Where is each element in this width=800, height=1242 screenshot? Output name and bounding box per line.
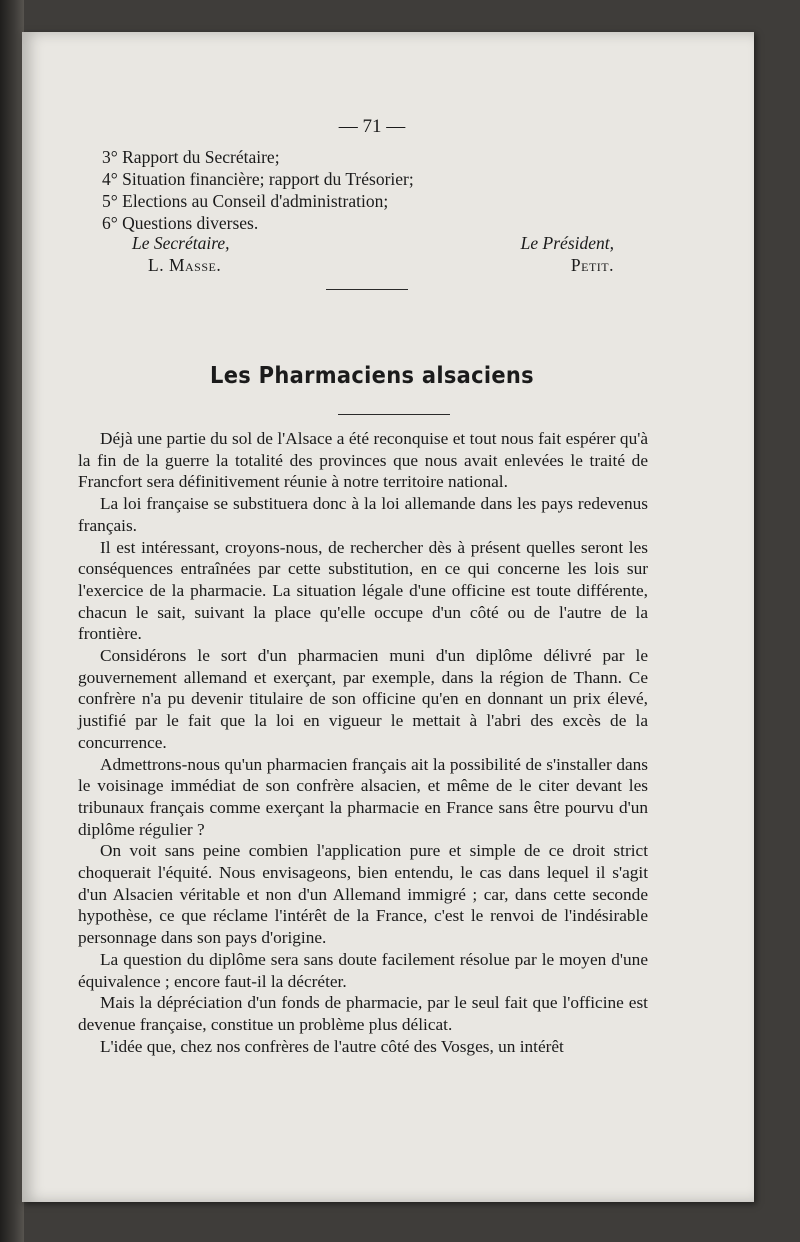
president-role: Le Président, [520, 233, 614, 253]
section-divider [326, 289, 408, 290]
book-page [22, 32, 754, 1202]
paragraph: Considérons le sort d'un pharmacien muni d'un diplôme délivré par le gouvernement allemand et exerçant, par exemple, dans la région de Thann. Ce confrère n'a pu devenir titulaire de son officine qu'en en donnant un prix élevé, justifié par le fait que la loi en vigueur le mettait à l'abri des excès de la concurrence. [78, 646, 648, 752]
title-underline [338, 414, 450, 415]
signature-block [22, 232, 754, 282]
paragraph: La loi française se substituera donc à la loi allemande dans les pays redevenus français. [78, 494, 648, 535]
president-signature [521, 232, 614, 276]
paragraph: Déjà une partie du sol de l'Alsace a été reconquise et tout nous fait espérer qu'à la fin de la guerre la totalité des provinces que nous avait enlevées le traité de Francfort sera définitivement réunie à notre territoire national. [78, 429, 648, 492]
agenda-item: 6° Questions diverses. [102, 213, 259, 233]
article-body [78, 428, 648, 1057]
president-name: Petit. [570, 255, 614, 275]
paragraph: Admettrons-nous qu'un pharmacien français ait la possibilité de s'installer dans le voisinage immédiat de son confrère alsacien, et même de le citer devant les tribunaux français comme exerçant la pharmacie en France sans être pourvu d'un diplôme régulier ? [78, 754, 648, 839]
secretary-signature [132, 232, 230, 276]
paragraph: L'idée que, chez nos confrères de l'autre côté des Vosges, un intérêt [100, 1036, 564, 1056]
agenda-item: 3° Rapport du Secrétaire; [102, 147, 280, 167]
secretary-name: L. Masse. [148, 255, 222, 275]
paragraph: La question du diplôme sera sans doute facilement résolue par le moyen d'une équivalence ; encore faut-il la décréter. [78, 949, 648, 991]
paragraph: On voit sans peine combien l'application pure et simple de ce droit strict choquerait l'équité. Nous envisageons, bien entendu, le cas dans lequel il s'agit d'un Alsacien véritable et non d'un Allemand immigré ; car, dans cette seconde hypothèse, ce que réclame l'intérêt de la France, c'est le renvoi de l'indésirable personnage dans son pays d'origine. [78, 841, 648, 948]
paragraph: Mais la dépréciation d'un fonds de pharmacie, par le seul fait que l'officine est devenue française, constitue un problème plus délicat. [78, 993, 648, 1034]
secretary-role: Le Secrétaire, [132, 233, 230, 253]
agenda-item: 5° Elections au Conseil d'administration; [102, 191, 389, 211]
book-binding [0, 0, 24, 1242]
agenda-item: 4° Situation financière; rapport du Trésorier; [102, 169, 414, 189]
page-number: — 71 — [338, 116, 406, 137]
agenda-list [102, 146, 602, 234]
paragraph: Il est intéressant, croyons-nous, de rechercher dès à présent quelles seront les conséquences entraînées par cette substitution, en ce qui concerne les lois sur l'exercice de la pharmacie. La situation légale d'une officine est toute différente, chacun le sait, suivant la place qu'elle occupe d'un côté ou de l'autre de la frontière. [78, 537, 648, 644]
article-title: Les Pharmaciens alsaciens [210, 361, 534, 389]
